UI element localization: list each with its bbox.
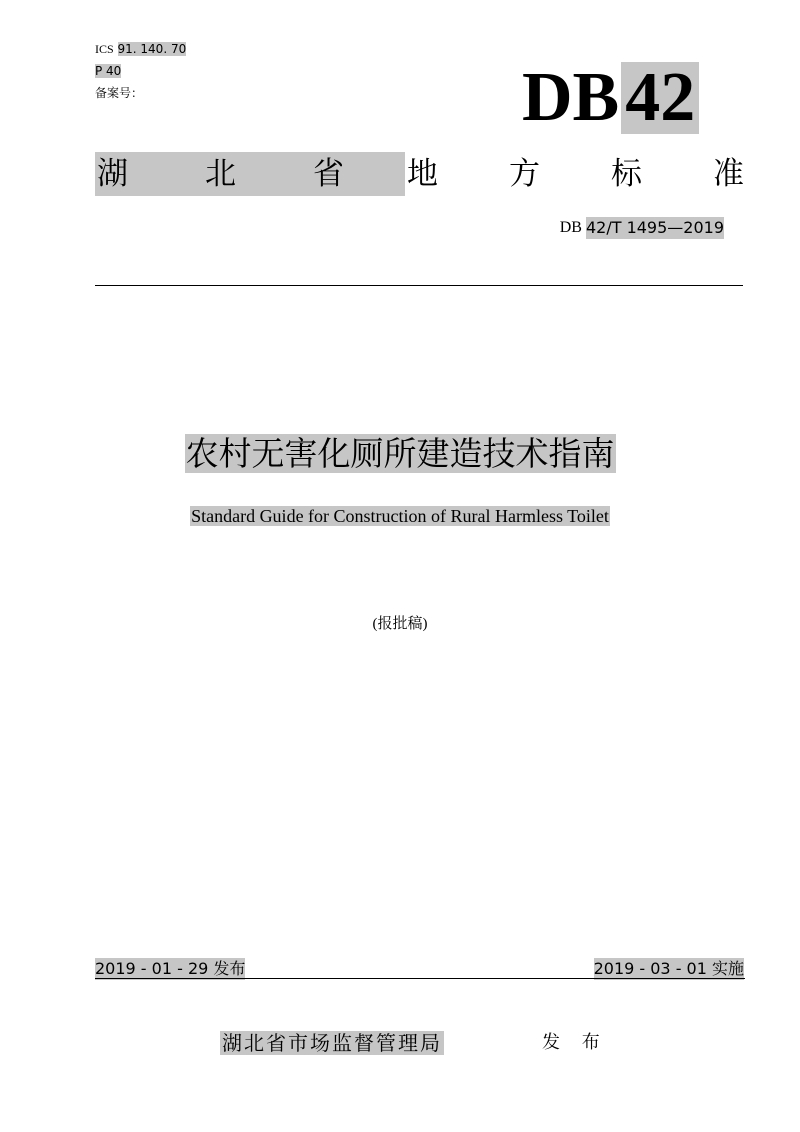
document-title-english xyxy=(0,504,800,528)
ics-code: 91. 140. 70 xyxy=(117,42,187,56)
title-char: 方 xyxy=(509,156,540,192)
ics-label: ICS xyxy=(95,42,114,56)
standard-prefix: DB xyxy=(559,219,582,236)
record-number-label: 备案号： xyxy=(95,86,144,100)
draft-note: (报批稿) xyxy=(372,616,428,632)
publish-date: 2019 - 01 - 29 发布 xyxy=(95,959,246,978)
ics-line xyxy=(95,41,186,57)
issuing-authority xyxy=(220,1029,444,1057)
p-code: P 40 xyxy=(95,64,122,78)
title-char: 准 xyxy=(713,156,744,192)
title-char: 北 xyxy=(205,156,236,192)
logo-number: 42 xyxy=(621,62,699,134)
db42-logo xyxy=(522,59,699,136)
standard-code: 42/T 1495—2019 xyxy=(585,218,724,237)
title-char: 省 xyxy=(313,156,344,192)
title-highlight xyxy=(95,152,405,196)
province-standard-title xyxy=(95,152,745,196)
title-chinese: 农村无害化厕所建造技术指南 xyxy=(185,434,615,473)
header-divider xyxy=(95,285,743,286)
issued-label: 发 布 xyxy=(542,1032,608,1053)
effective-date: 2019 - 03 - 01 实施 xyxy=(593,959,744,978)
standard-number xyxy=(560,217,724,239)
issuer-name: 湖北省市场监督管理局 xyxy=(222,1031,442,1055)
title-char: 地 xyxy=(407,156,438,192)
logo-prefix: DB xyxy=(522,59,620,136)
footer-divider xyxy=(95,978,745,979)
title-char: 标 xyxy=(611,156,642,192)
p-code-line xyxy=(95,63,121,79)
title-english: Standard Guide for Construction of Rural Harmless Toilet xyxy=(191,506,609,526)
title-char: 湖 xyxy=(97,156,128,192)
document-title xyxy=(0,431,800,477)
